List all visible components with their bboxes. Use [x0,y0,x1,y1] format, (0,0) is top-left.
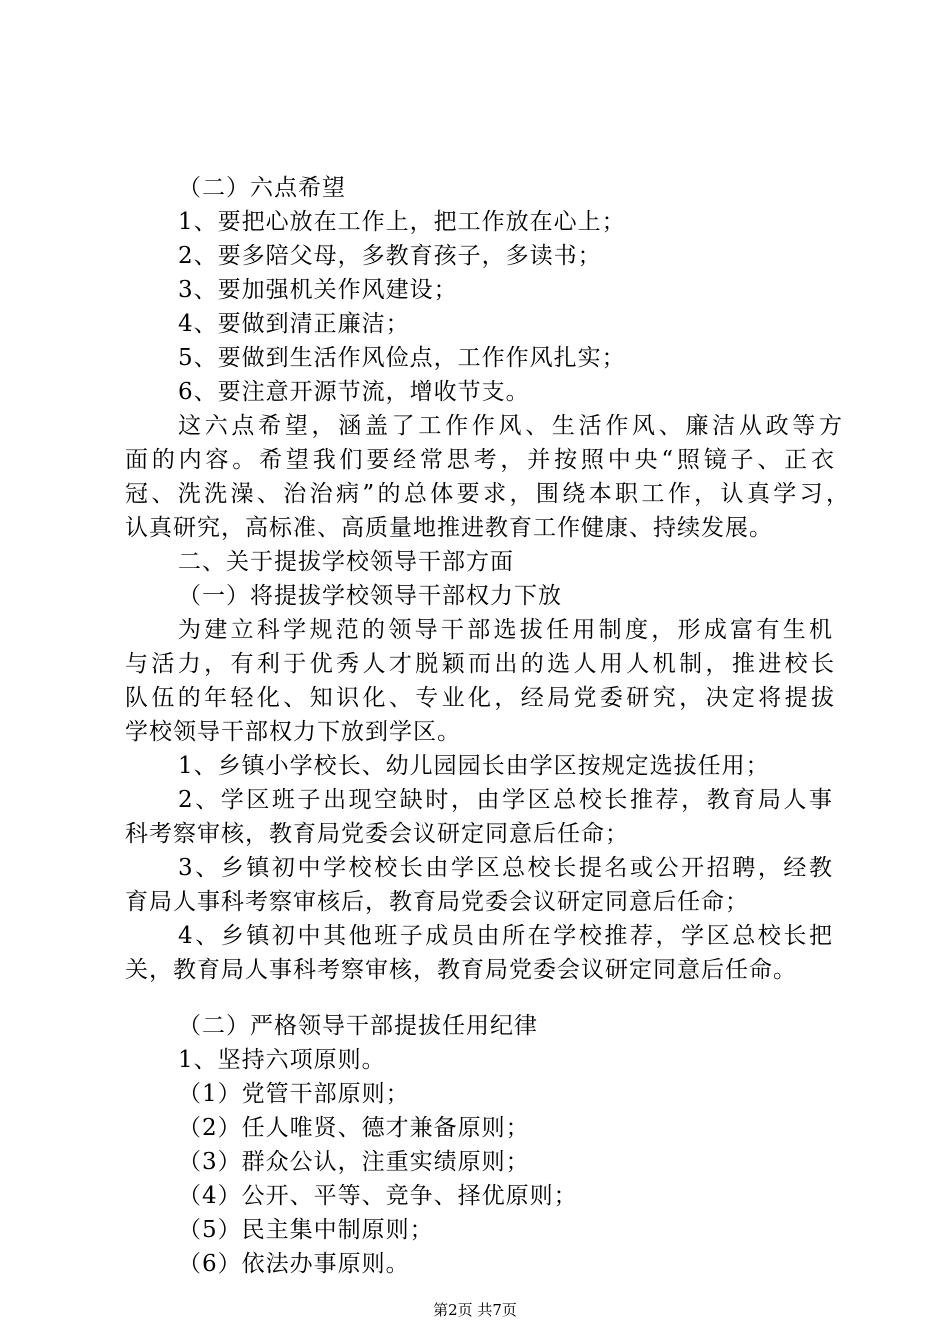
list-item: 1、乡镇小学校长、幼儿园园长由学区按规定选拔任用； [178,753,770,779]
principle-item: （2）任人唯贤、德才兼备原则； [178,1115,530,1141]
principle-item: （5）民主集中制原则； [178,1217,434,1243]
paragraph-line: 冠、洗洗澡、治治病”的总体要求，围绕本职工作，认真学习， [125,481,850,507]
list-item: 1、坚持六项原则。 [178,1047,386,1073]
paragraph-line: 这六点希望，涵盖了工作作风、生活作风、廉洁从政等方 [178,413,843,439]
list-item: 2、要多陪父母，多教育孩子，多读书； [178,243,602,269]
principle-item: （3）群众公认，注重实绩原则； [178,1149,530,1175]
subsection-heading: （一）将提拔学校领导干部权力下放 [178,583,562,609]
section-heading: （二）六点希望 [178,175,346,201]
paragraph-line: 认真研究，高标准、高质量地推进教育工作健康、持续发展。 [125,515,773,541]
list-item: 5、要做到生活作风俭点，工作作风扎实； [178,345,626,371]
list-item: 2、学区班子出现空缺时，由学区总校长推荐，教育局人事 [178,787,833,813]
list-item-continuation: 关，教育局人事科考察审核，教育局党委会议研定同意后任命。 [125,957,797,983]
list-item-continuation: 科考察审核，教育局党委会议研定同意后任命； [125,821,629,847]
paragraph-line: 学校领导干部权力下放到学区。 [125,719,461,745]
principle-item: （6）依法办事原则。 [178,1251,410,1277]
principle-item: （1）党管干部原则； [178,1081,410,1107]
list-item: 1、要把心放在工作上，把工作放在心上； [178,209,626,235]
paragraph-line: 队伍的年轻化、知识化、专业化，经局党委研究，决定将提拔 [125,685,835,711]
list-item: 4、乡镇初中其他班子成员由所在学校推荐，学区总校长把 [178,923,833,949]
list-item: 3、要加强机关作风建设； [178,277,458,303]
list-item: 3、乡镇初中学校校长由学区总校长提名或公开招聘，经教 [178,855,833,881]
paragraph-line: 为建立科学规范的领导干部选拔任用制度，形成富有生机 [178,617,833,643]
paragraph-line: 面的内容。希望我们要经常思考，并按照中央“照镜子、正衣 [125,447,835,473]
list-item-continuation: 育局人事科考察审核后，教育局党委会议研定同意后任命； [125,889,749,915]
paragraph-line: 与活力，有利于优秀人才脱颖而出的选人用人机制，推进校长 [125,651,835,677]
principle-item: （4）公开、平等、竞争、择优原则； [178,1183,578,1209]
subsection-heading: （二）严格领导干部提拔任用纪律 [178,1013,538,1039]
list-item: 4、要做到清正廉洁； [178,311,410,337]
list-item: 6、要注意开源节流，增收节支。 [178,379,530,405]
section-heading: 二、关于提拔学校领导干部方面 [178,549,514,575]
page-number-footer: 第2页 共7页 [433,1301,517,1319]
